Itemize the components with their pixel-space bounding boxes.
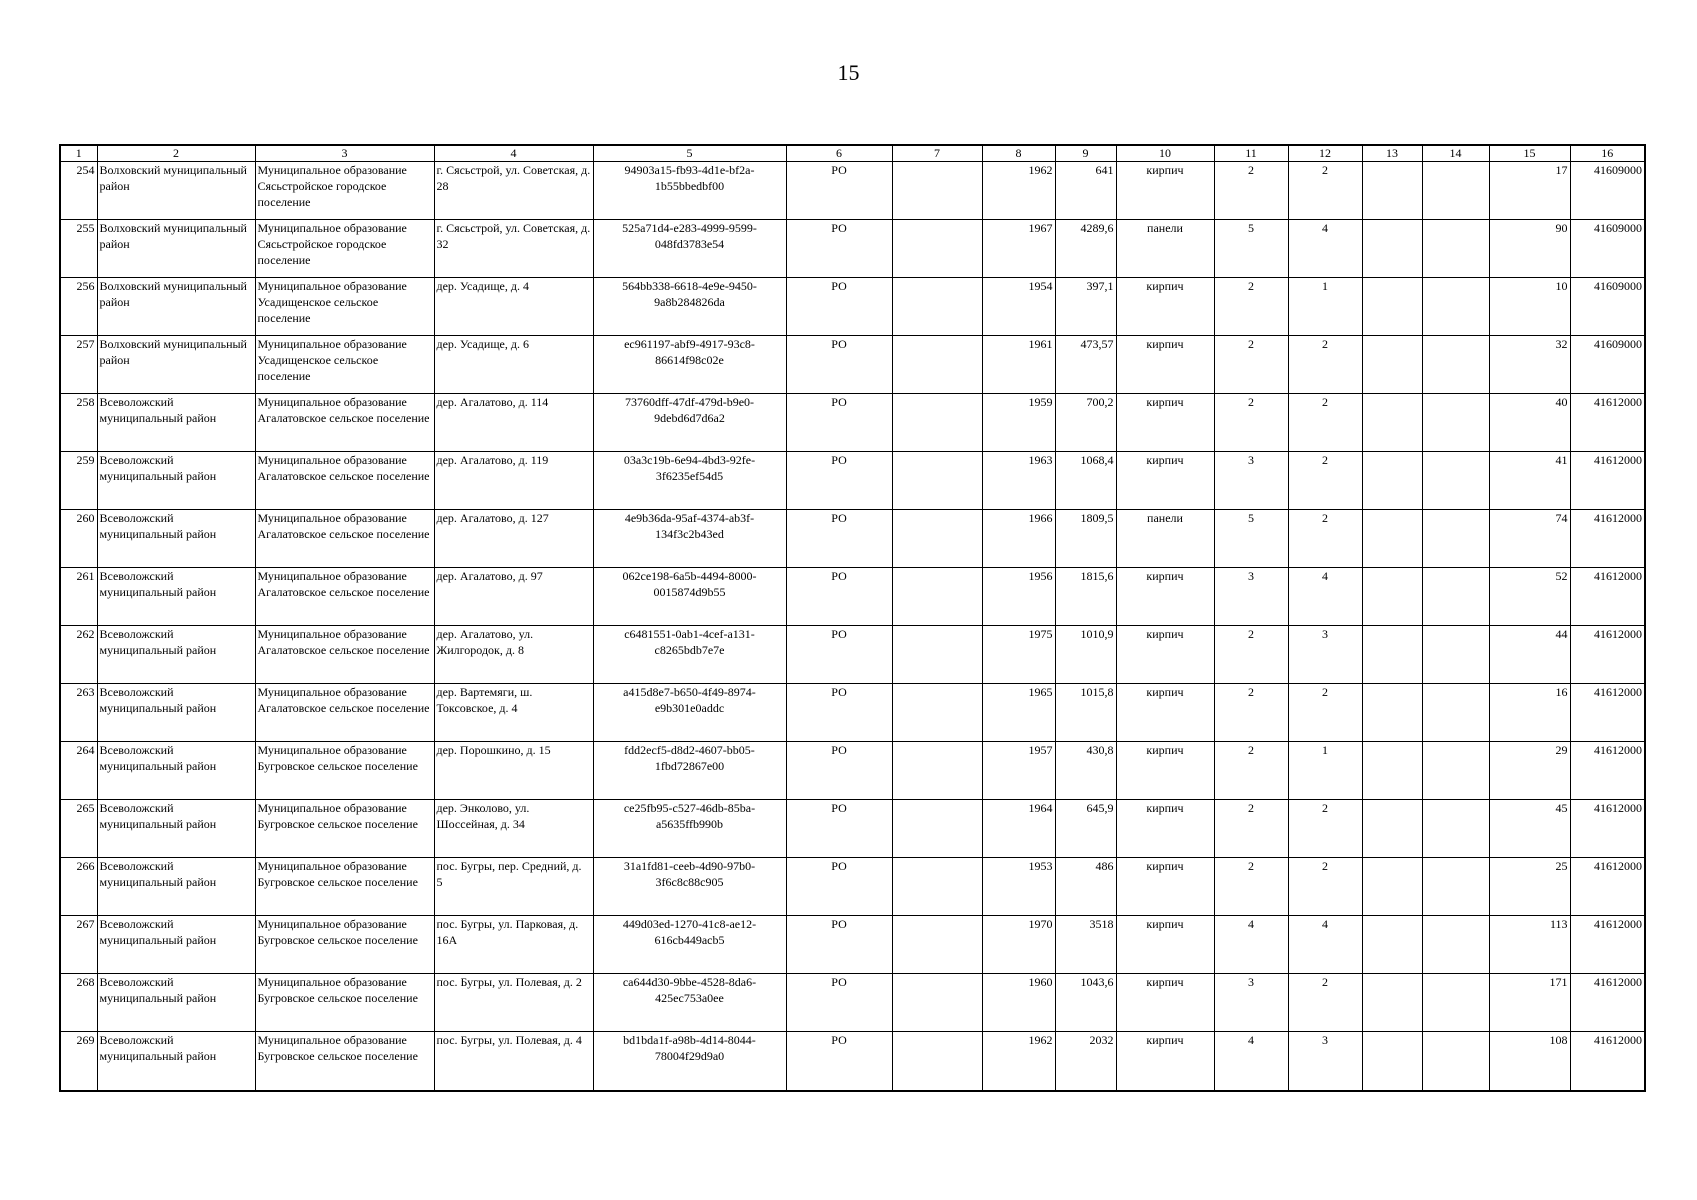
row-number: 262 <box>60 626 97 684</box>
area-cell: 473,57 <box>1055 336 1116 394</box>
col13-cell <box>1362 858 1422 916</box>
material-cell: кирпич <box>1116 1032 1214 1091</box>
material-cell: кирпич <box>1116 626 1214 684</box>
address-cell: дер. Агалатово, д. 127 <box>434 510 593 568</box>
district-cell: Всеволожский муниципальный район <box>97 800 255 858</box>
address-cell: дер. Агалатово, ул. Жилгородок, д. 8 <box>434 626 593 684</box>
guid-cell: 525a71d4-e283-4999-9599-048fd3783e54 <box>593 220 786 278</box>
material-cell: кирпич <box>1116 858 1214 916</box>
area-cell: 641 <box>1055 162 1116 220</box>
column-header: 13 <box>1362 145 1422 162</box>
col13-cell <box>1362 336 1422 394</box>
area-cell: 430,8 <box>1055 742 1116 800</box>
col15-cell: 44 <box>1489 626 1570 684</box>
guid-cell: 449d03ed-1270-41c8-ae12-616cb449acb5 <box>593 916 786 974</box>
col11-cell: 2 <box>1214 278 1288 336</box>
col14-cell <box>1422 452 1489 510</box>
year-cell: 1956 <box>982 568 1055 626</box>
col15-cell: 113 <box>1489 916 1570 974</box>
oktmo-cell: 41612000 <box>1570 742 1645 800</box>
col11-cell: 2 <box>1214 858 1288 916</box>
material-cell: кирпич <box>1116 394 1214 452</box>
col11-cell: 2 <box>1214 626 1288 684</box>
col12-cell: 4 <box>1288 568 1362 626</box>
year-cell: 1963 <box>982 452 1055 510</box>
district-cell: Всеволожский муниципальный район <box>97 510 255 568</box>
address-cell: г. Сясьстрой, ул. Советская, д. 28 <box>434 162 593 220</box>
municipality-cell: Муниципальное образование Бугровское сельское поселение <box>255 858 434 916</box>
owner-type-cell: РО <box>786 278 892 336</box>
table-row <box>60 974 1645 1032</box>
area-cell: 645,9 <box>1055 800 1116 858</box>
area-cell: 1043,6 <box>1055 974 1116 1032</box>
municipality-cell: Муниципальное образование Бугровское сельское поселение <box>255 800 434 858</box>
col11-cell: 4 <box>1214 916 1288 974</box>
year-cell: 1960 <box>982 974 1055 1032</box>
guid-cell: a415d8e7-b650-4f49-8974-e9b301e0addc <box>593 684 786 742</box>
col12-cell: 4 <box>1288 916 1362 974</box>
col13-cell <box>1362 220 1422 278</box>
area-cell: 700,2 <box>1055 394 1116 452</box>
address-cell: пос. Бугры, пер. Средний, д. 5 <box>434 858 593 916</box>
column-header: 10 <box>1116 145 1214 162</box>
address-cell: г. Сясьстрой, ул. Советская, д. 32 <box>434 220 593 278</box>
area-cell: 397,1 <box>1055 278 1116 336</box>
row-number: 263 <box>60 684 97 742</box>
col7-cell <box>892 916 982 974</box>
address-cell: дер. Энколово, ул. Шоссейная, д. 34 <box>434 800 593 858</box>
col11-cell: 3 <box>1214 452 1288 510</box>
oktmo-cell: 41609000 <box>1570 278 1645 336</box>
col13-cell <box>1362 452 1422 510</box>
row-number: 268 <box>60 974 97 1032</box>
table-row <box>60 800 1645 858</box>
col7-cell <box>892 684 982 742</box>
year-cell: 1953 <box>982 858 1055 916</box>
oktmo-cell: 41612000 <box>1570 800 1645 858</box>
column-header: 4 <box>434 145 593 162</box>
col12-cell: 2 <box>1288 858 1362 916</box>
owner-type-cell: РО <box>786 220 892 278</box>
year-cell: 1957 <box>982 742 1055 800</box>
guid-cell: 73760dff-47df-479d-b9e0-9debd6d7d6a2 <box>593 394 786 452</box>
oktmo-cell: 41612000 <box>1570 858 1645 916</box>
col7-cell <box>892 742 982 800</box>
area-cell: 1015,8 <box>1055 684 1116 742</box>
col12-cell: 2 <box>1288 336 1362 394</box>
col15-cell: 17 <box>1489 162 1570 220</box>
municipality-cell: Муниципальное образование Бугровское сельское поселение <box>255 974 434 1032</box>
col11-cell: 2 <box>1214 336 1288 394</box>
area-cell: 1068,4 <box>1055 452 1116 510</box>
col13-cell <box>1362 510 1422 568</box>
district-cell: Волховский муниципальный район <box>97 278 255 336</box>
col7-cell <box>892 858 982 916</box>
year-cell: 1970 <box>982 916 1055 974</box>
municipality-cell: Муниципальное образование Агалатовское сельское поселение <box>255 684 434 742</box>
row-number: 265 <box>60 800 97 858</box>
municipality-cell: Муниципальное образование Агалатовское сельское поселение <box>255 626 434 684</box>
col7-cell <box>892 220 982 278</box>
row-number: 254 <box>60 162 97 220</box>
col7-cell <box>892 974 982 1032</box>
owner-type-cell: РО <box>786 510 892 568</box>
oktmo-cell: 41612000 <box>1570 394 1645 452</box>
column-header: 11 <box>1214 145 1288 162</box>
table-row <box>60 626 1645 684</box>
row-number: 260 <box>60 510 97 568</box>
district-cell: Всеволожский муниципальный район <box>97 452 255 510</box>
owner-type-cell: РО <box>786 452 892 510</box>
material-cell: кирпич <box>1116 278 1214 336</box>
col12-cell: 1 <box>1288 742 1362 800</box>
municipality-cell: Муниципальное образование Бугровское сельское поселение <box>255 742 434 800</box>
col13-cell <box>1362 684 1422 742</box>
municipality-cell: Муниципальное образование Агалатовское сельское поселение <box>255 510 434 568</box>
col12-cell: 3 <box>1288 626 1362 684</box>
table-row <box>60 858 1645 916</box>
row-number: 261 <box>60 568 97 626</box>
col12-cell: 4 <box>1288 220 1362 278</box>
col11-cell: 2 <box>1214 162 1288 220</box>
col14-cell <box>1422 742 1489 800</box>
guid-cell: ec961197-abf9-4917-93c8-86614f98c02e <box>593 336 786 394</box>
col15-cell: 25 <box>1489 858 1570 916</box>
owner-type-cell: РО <box>786 916 892 974</box>
col7-cell <box>892 510 982 568</box>
oktmo-cell: 41612000 <box>1570 510 1645 568</box>
guid-cell: 03a3c19b-6e94-4bd3-92fe-3f6235ef54d5 <box>593 452 786 510</box>
row-number: 255 <box>60 220 97 278</box>
col13-cell <box>1362 800 1422 858</box>
table-row <box>60 162 1645 220</box>
municipality-cell: Муниципальное образование Сясьстройское городское поселение <box>255 162 434 220</box>
address-cell: дер. Порошкино, д. 15 <box>434 742 593 800</box>
col15-cell: 171 <box>1489 974 1570 1032</box>
col12-cell: 2 <box>1288 684 1362 742</box>
col13-cell <box>1362 742 1422 800</box>
column-header: 15 <box>1489 145 1570 162</box>
col11-cell: 5 <box>1214 220 1288 278</box>
district-cell: Всеволожский муниципальный район <box>97 858 255 916</box>
municipality-cell: Муниципальное образование Агалатовское сельское поселение <box>255 568 434 626</box>
table-row <box>60 336 1645 394</box>
col15-cell: 29 <box>1489 742 1570 800</box>
row-number: 269 <box>60 1032 97 1091</box>
district-cell: Волховский муниципальный район <box>97 162 255 220</box>
col15-cell: 52 <box>1489 568 1570 626</box>
col12-cell: 2 <box>1288 510 1362 568</box>
col13-cell <box>1362 394 1422 452</box>
row-number: 258 <box>60 394 97 452</box>
area-cell: 4289,6 <box>1055 220 1116 278</box>
col7-cell <box>892 278 982 336</box>
table-row <box>60 684 1645 742</box>
municipality-cell: Муниципальное образование Агалатовское сельское поселение <box>255 394 434 452</box>
district-cell: Всеволожский муниципальный район <box>97 394 255 452</box>
address-cell: дер. Агалатово, д. 114 <box>434 394 593 452</box>
material-cell: кирпич <box>1116 684 1214 742</box>
col14-cell <box>1422 336 1489 394</box>
material-cell: кирпич <box>1116 452 1214 510</box>
col14-cell <box>1422 568 1489 626</box>
owner-type-cell: РО <box>786 974 892 1032</box>
oktmo-cell: 41609000 <box>1570 336 1645 394</box>
owner-type-cell: РО <box>786 742 892 800</box>
year-cell: 1954 <box>982 278 1055 336</box>
col15-cell: 10 <box>1489 278 1570 336</box>
col12-cell: 2 <box>1288 394 1362 452</box>
column-header: 9 <box>1055 145 1116 162</box>
oktmo-cell: 41609000 <box>1570 220 1645 278</box>
col15-cell: 40 <box>1489 394 1570 452</box>
material-cell: панели <box>1116 220 1214 278</box>
district-cell: Волховский муниципальный район <box>97 220 255 278</box>
guid-cell: ca644d30-9bbe-4528-8da6-425ec753a0ee <box>593 974 786 1032</box>
col11-cell: 3 <box>1214 974 1288 1032</box>
year-cell: 1967 <box>982 220 1055 278</box>
material-cell: панели <box>1116 510 1214 568</box>
material-cell: кирпич <box>1116 974 1214 1032</box>
col7-cell <box>892 162 982 220</box>
district-cell: Волховский муниципальный район <box>97 336 255 394</box>
district-cell: Всеволожский муниципальный район <box>97 568 255 626</box>
page-number: 15 <box>837 60 860 85</box>
year-cell: 1962 <box>982 162 1055 220</box>
col13-cell <box>1362 162 1422 220</box>
district-cell: Всеволожский муниципальный район <box>97 916 255 974</box>
owner-type-cell: РО <box>786 568 892 626</box>
column-header: 3 <box>255 145 434 162</box>
material-cell: кирпич <box>1116 742 1214 800</box>
col7-cell <box>892 394 982 452</box>
column-header: 2 <box>97 145 255 162</box>
table-row <box>60 568 1645 626</box>
guid-cell: c6481551-0ab1-4cef-a131-c8265bdb7e7e <box>593 626 786 684</box>
col12-cell: 2 <box>1288 452 1362 510</box>
owner-type-cell: РО <box>786 800 892 858</box>
col11-cell: 2 <box>1214 800 1288 858</box>
area-cell: 1815,6 <box>1055 568 1116 626</box>
col13-cell <box>1362 974 1422 1032</box>
col13-cell <box>1362 1032 1422 1091</box>
year-cell: 1965 <box>982 684 1055 742</box>
material-cell: кирпич <box>1116 336 1214 394</box>
row-number: 259 <box>60 452 97 510</box>
material-cell: кирпич <box>1116 916 1214 974</box>
district-cell: Всеволожский муниципальный район <box>97 742 255 800</box>
table-body <box>60 162 1645 1091</box>
guid-cell: bd1bda1f-a98b-4d14-8044-78004f29d9a0 <box>593 1032 786 1091</box>
col12-cell: 2 <box>1288 974 1362 1032</box>
area-cell: 2032 <box>1055 1032 1116 1091</box>
area-cell: 1809,5 <box>1055 510 1116 568</box>
col15-cell: 45 <box>1489 800 1570 858</box>
year-cell: 1959 <box>982 394 1055 452</box>
table-row <box>60 1032 1645 1091</box>
material-cell: кирпич <box>1116 568 1214 626</box>
col7-cell <box>892 452 982 510</box>
guid-cell: 31a1fd81-ceeb-4d90-97b0-3f6c8c88c905 <box>593 858 786 916</box>
col12-cell: 2 <box>1288 162 1362 220</box>
row-number: 266 <box>60 858 97 916</box>
year-cell: 1961 <box>982 336 1055 394</box>
col12-cell: 2 <box>1288 800 1362 858</box>
area-cell: 486 <box>1055 858 1116 916</box>
column-header: 1 <box>60 145 97 162</box>
col14-cell <box>1422 162 1489 220</box>
year-cell: 1962 <box>982 1032 1055 1091</box>
oktmo-cell: 41612000 <box>1570 684 1645 742</box>
row-number: 256 <box>60 278 97 336</box>
owner-type-cell: РО <box>786 336 892 394</box>
guid-cell: 4e9b36da-95af-4374-ab3f-134f3c2b43ed <box>593 510 786 568</box>
table-row <box>60 220 1645 278</box>
col12-cell: 3 <box>1288 1032 1362 1091</box>
district-cell: Всеволожский муниципальный район <box>97 974 255 1032</box>
guid-cell: 564bb338-6618-4e9e-9450-9a8b284826da <box>593 278 786 336</box>
col11-cell: 4 <box>1214 1032 1288 1091</box>
year-cell: 1964 <box>982 800 1055 858</box>
col11-cell: 2 <box>1214 394 1288 452</box>
col11-cell: 3 <box>1214 568 1288 626</box>
col14-cell <box>1422 626 1489 684</box>
col14-cell <box>1422 220 1489 278</box>
col7-cell <box>892 336 982 394</box>
municipality-cell: Муниципальное образование Сясьстройское городское поселение <box>255 220 434 278</box>
col7-cell <box>892 1032 982 1091</box>
oktmo-cell: 41612000 <box>1570 568 1645 626</box>
district-cell: Всеволожский муниципальный район <box>97 1032 255 1091</box>
guid-cell: fdd2ecf5-d8d2-4607-bb05-1fbd72867e00 <box>593 742 786 800</box>
material-cell: кирпич <box>1116 162 1214 220</box>
material-cell: кирпич <box>1116 800 1214 858</box>
oktmo-cell: 41609000 <box>1570 162 1645 220</box>
column-header: 16 <box>1570 145 1645 162</box>
district-cell: Всеволожский муниципальный район <box>97 684 255 742</box>
year-cell: 1975 <box>982 626 1055 684</box>
oktmo-cell: 41612000 <box>1570 626 1645 684</box>
table-row <box>60 742 1645 800</box>
municipality-cell: Муниципальное образование Бугровское сельское поселение <box>255 916 434 974</box>
col13-cell <box>1362 568 1422 626</box>
guid-cell: 94903a15-fb93-4d1e-bf2a-1b55bbedbf00 <box>593 162 786 220</box>
table-row <box>60 278 1645 336</box>
table-row <box>60 916 1645 974</box>
oktmo-cell: 41612000 <box>1570 1032 1645 1091</box>
column-header: 5 <box>593 145 786 162</box>
col15-cell: 74 <box>1489 510 1570 568</box>
col7-cell <box>892 626 982 684</box>
col7-cell <box>892 800 982 858</box>
area-cell: 3518 <box>1055 916 1116 974</box>
year-cell: 1966 <box>982 510 1055 568</box>
owner-type-cell: РО <box>786 162 892 220</box>
col14-cell <box>1422 1032 1489 1091</box>
table-row <box>60 452 1645 510</box>
guid-cell: ce25fb95-c527-46db-85ba-a5635ffb990b <box>593 800 786 858</box>
col14-cell <box>1422 916 1489 974</box>
address-cell: дер. Вартемяги, ш. Токсовское, д. 4 <box>434 684 593 742</box>
municipality-cell: Муниципальное образование Усадищенское сельское поселение <box>255 278 434 336</box>
table-row <box>60 510 1645 568</box>
column-header: 12 <box>1288 145 1362 162</box>
col11-cell: 2 <box>1214 742 1288 800</box>
oktmo-cell: 41612000 <box>1570 452 1645 510</box>
col12-cell: 1 <box>1288 278 1362 336</box>
oktmo-cell: 41612000 <box>1570 916 1645 974</box>
col11-cell: 2 <box>1214 684 1288 742</box>
col14-cell <box>1422 684 1489 742</box>
col13-cell <box>1362 916 1422 974</box>
row-number: 264 <box>60 742 97 800</box>
col14-cell <box>1422 974 1489 1032</box>
column-header: 6 <box>786 145 892 162</box>
guid-cell: 062ce198-6a5b-4494-8000-0015874d9b55 <box>593 568 786 626</box>
owner-type-cell: РО <box>786 394 892 452</box>
table-row <box>60 394 1645 452</box>
col15-cell: 41 <box>1489 452 1570 510</box>
col14-cell <box>1422 858 1489 916</box>
owner-type-cell: РО <box>786 684 892 742</box>
address-cell: дер. Агалатово, д. 97 <box>434 568 593 626</box>
col15-cell: 32 <box>1489 336 1570 394</box>
column-number-row <box>60 145 1645 162</box>
district-cell: Всеволожский муниципальный район <box>97 626 255 684</box>
col15-cell: 108 <box>1489 1032 1570 1091</box>
col13-cell <box>1362 626 1422 684</box>
col14-cell <box>1422 278 1489 336</box>
column-header: 8 <box>982 145 1055 162</box>
col15-cell: 90 <box>1489 220 1570 278</box>
col14-cell <box>1422 510 1489 568</box>
address-cell: пос. Бугры, ул. Полевая, д. 4 <box>434 1032 593 1091</box>
address-cell: пос. Бугры, ул. Парковая, д. 16А <box>434 916 593 974</box>
owner-type-cell: РО <box>786 626 892 684</box>
col13-cell <box>1362 278 1422 336</box>
housing-registry-table <box>59 144 1646 1092</box>
address-cell: дер. Усадище, д. 6 <box>434 336 593 394</box>
row-number: 257 <box>60 336 97 394</box>
address-cell: дер. Агалатово, д. 119 <box>434 452 593 510</box>
area-cell: 1010,9 <box>1055 626 1116 684</box>
col15-cell: 16 <box>1489 684 1570 742</box>
col11-cell: 5 <box>1214 510 1288 568</box>
address-cell: пос. Бугры, ул. Полевая, д. 2 <box>434 974 593 1032</box>
municipality-cell: Муниципальное образование Бугровское сельское поселение <box>255 1032 434 1091</box>
col14-cell <box>1422 394 1489 452</box>
row-number: 267 <box>60 916 97 974</box>
owner-type-cell: РО <box>786 1032 892 1091</box>
col14-cell <box>1422 800 1489 858</box>
column-header: 14 <box>1422 145 1489 162</box>
municipality-cell: Муниципальное образование Усадищенское сельское поселение <box>255 336 434 394</box>
owner-type-cell: РО <box>786 858 892 916</box>
oktmo-cell: 41612000 <box>1570 974 1645 1032</box>
column-header: 7 <box>892 145 982 162</box>
col7-cell <box>892 568 982 626</box>
address-cell: дер. Усадище, д. 4 <box>434 278 593 336</box>
municipality-cell: Муниципальное образование Агалатовское сельское поселение <box>255 452 434 510</box>
